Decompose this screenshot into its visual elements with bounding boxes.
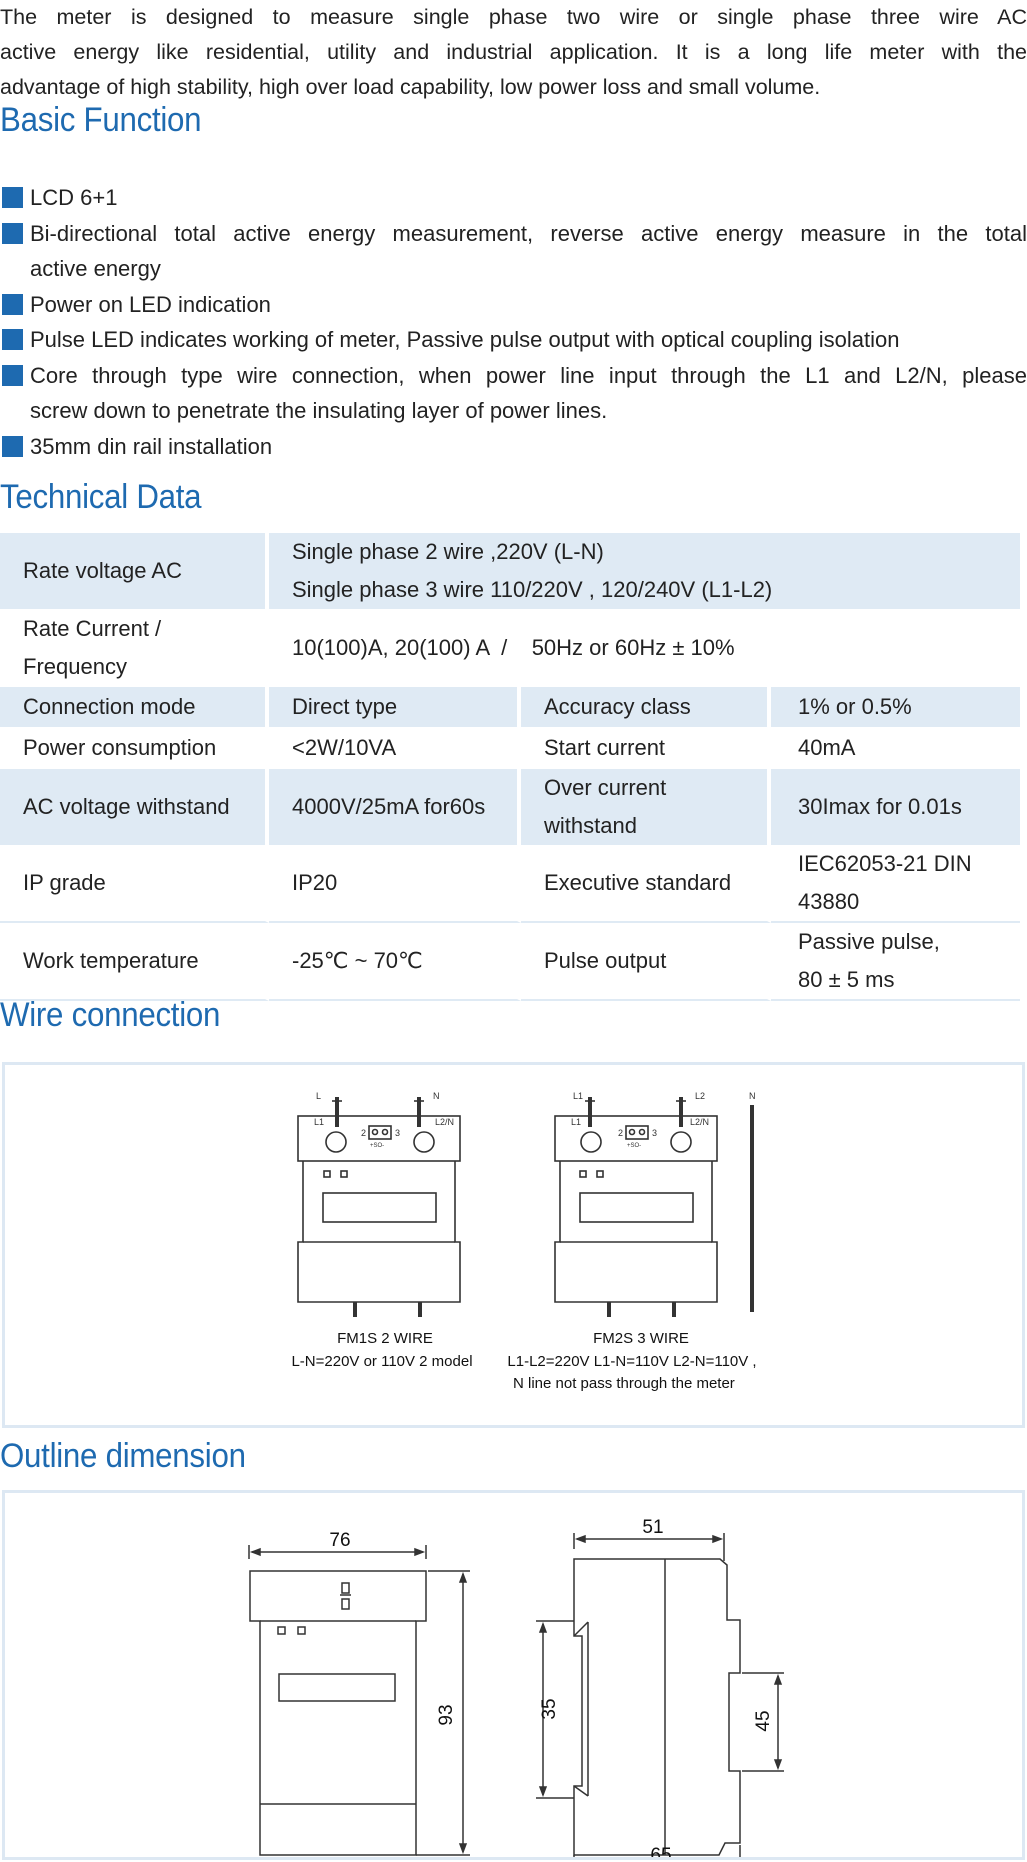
feature-item <box>0 429 1027 465</box>
feature-text: LCD 6+1 <box>30 185 118 210</box>
table-cell-value: Direct type <box>269 687 521 727</box>
dimension-label: 93 <box>436 1704 457 1726</box>
table-cell-label: IP grade <box>0 845 269 923</box>
dimension-label: 45 <box>753 1710 774 1732</box>
label-line: Rate Current / <box>23 616 162 641</box>
bullet-square-icon <box>2 187 23 208</box>
feature-text: Pulse LED indicates working of meter, Passive pulse output with optical coupling isolation <box>30 327 900 352</box>
front-view <box>249 1545 470 1855</box>
terminal-label: N <box>749 1091 756 1101</box>
outline-dimension-heading: Outline dimension <box>0 1437 246 1475</box>
value-line: IEC62053-21 DIN <box>798 851 972 876</box>
terminal-label: L2/N <box>690 1117 710 1127</box>
bullet-square-icon <box>2 223 23 244</box>
table-cell-value: 30Imax for 0.01s <box>771 769 1020 845</box>
table-cell-label: Executive standard <box>521 845 771 923</box>
terminal-label: N <box>433 1091 440 1101</box>
table-cell-value: 1% or 0.5% <box>771 687 1020 727</box>
side-view <box>536 1533 784 1857</box>
wire-connection-heading: Wire connection <box>0 996 221 1034</box>
label-line: withstand <box>544 813 637 838</box>
bullet-square-icon <box>2 329 23 350</box>
table-cell-label <box>521 769 771 845</box>
table-row <box>0 609 1020 687</box>
table-cell-label: Start current <box>521 727 771 769</box>
table-cell-label: Pulse output <box>521 923 771 1001</box>
intro-paragraph <box>0 0 1027 105</box>
feature-item <box>0 216 1027 287</box>
technical-data-table <box>0 533 1020 1001</box>
table-cell-label: AC voltage withstand <box>0 769 269 845</box>
wiring-caption: FM1S 2 WIRE <box>337 1330 433 1347</box>
wire-connection-panel <box>2 1062 1025 1428</box>
table-cell-label: Power consumption <box>0 727 269 769</box>
bullet-square-icon <box>2 294 23 315</box>
pulse-label: 2 <box>618 1128 624 1138</box>
table-row <box>0 923 1020 1001</box>
feature-text: Power on LED indication <box>30 291 271 317</box>
wiring-caption: L-N=220V or 110V 2 model <box>291 1353 473 1370</box>
table-cell-value <box>269 533 1020 609</box>
wiring-caption: N line not pass through the meter <box>513 1375 735 1392</box>
value-line: 80 ± 5 ms <box>798 967 895 992</box>
dimension-label: 51 <box>642 1517 664 1538</box>
terminal-label: L1 <box>314 1117 325 1127</box>
label-line: Over current <box>544 775 667 800</box>
outline-dimension-drawing <box>5 1493 1022 1857</box>
terminal-label: L2 <box>695 1091 706 1101</box>
intro-line: active energy like residential, utility and industrial application. It is a long life meter with the <box>0 40 1027 64</box>
feature-text: Bi-directional total active energy measurement, reverse active energy measure in the total <box>30 220 1027 246</box>
table-cell-label: Work temperature <box>0 923 269 1001</box>
value-line: Passive pulse, <box>798 929 940 954</box>
table-cell-label: Connection mode <box>0 687 269 727</box>
table-cell-value: 40mA <box>771 727 1020 769</box>
feature-text: 35mm din rail installation <box>30 433 273 459</box>
feature-item <box>0 287 1027 323</box>
table-cell-value <box>771 845 1020 923</box>
feature-text: Core through type wire connection, when power line input through the L1 and L2/N, please <box>30 362 1027 388</box>
feature-item <box>0 180 1027 216</box>
dimension-label: 35 <box>539 1698 560 1720</box>
terminal-label: L <box>316 1091 322 1101</box>
intro-line: The meter is designed to measure single phase two wire or single phase three wire AC <box>0 5 1027 29</box>
feature-text-cont: screw down to penetrate the insulating layer of power lines. <box>30 398 608 423</box>
terminal-label: L2/N <box>435 1117 455 1127</box>
feature-item <box>0 358 1027 429</box>
rate-voltage-line: Single phase 2 wire ,220V (L-N) <box>292 539 604 564</box>
pulse-label: 2 <box>361 1128 367 1138</box>
pulse-label: +SO- <box>370 1143 385 1149</box>
basic-function-heading: Basic Function <box>0 101 202 139</box>
wire-connection-diagram <box>5 1065 1022 1425</box>
intro-line: advantage of high stability, high over load capability, low power loss and small volume. <box>0 75 821 99</box>
table-row <box>0 727 1020 769</box>
table-cell-value: IP20 <box>269 845 521 923</box>
rate-voltage-line: Single phase 3 wire 110/220V , 120/240V (L1-L2) <box>292 577 773 602</box>
technical-data-heading: Technical Data <box>0 478 202 516</box>
terminal-label: L1 <box>571 1117 582 1127</box>
table-row <box>0 687 1020 727</box>
table-row <box>0 769 1020 845</box>
wiring-caption: L1-L2=220V L1-N=110V L2-N=110V , <box>507 1353 757 1370</box>
label-line: Frequency <box>23 654 127 679</box>
table-cell-label <box>0 609 269 687</box>
table-cell-label: Accuracy class <box>521 687 771 727</box>
pulse-label: 3 <box>652 1128 658 1138</box>
feature-list <box>0 180 1027 464</box>
table-cell-value: -25℃ ~ 70℃ <box>269 923 521 1001</box>
pulse-label: +SO- <box>627 1143 642 1149</box>
meter-2-wire <box>298 1097 460 1317</box>
dimension-label: 65 <box>650 1845 672 1857</box>
table-row <box>0 533 1020 609</box>
pulse-label: 3 <box>395 1128 401 1138</box>
wiring-caption: FM2S 3 WIRE <box>593 1330 689 1347</box>
value-line: 43880 <box>798 889 860 914</box>
dimension-label: 76 <box>329 1530 351 1551</box>
terminal-label: L1 <box>573 1091 584 1101</box>
table-cell-value: <2W/10VA <box>269 727 521 769</box>
bullet-square-icon <box>2 436 23 457</box>
table-cell-value <box>771 923 1020 1001</box>
table-cell-value: 4000V/25mA for60s <box>269 769 521 845</box>
outline-dimension-panel <box>2 1490 1025 1860</box>
bullet-square-icon <box>2 365 23 386</box>
feature-text-cont: active energy <box>30 256 161 281</box>
table-cell-label: Rate voltage AC <box>0 533 269 609</box>
feature-item <box>0 322 1027 358</box>
table-row <box>0 845 1020 923</box>
table-cell-value: 10(100)A, 20(100) A / 50Hz or 60Hz ± 10% <box>269 609 1020 687</box>
